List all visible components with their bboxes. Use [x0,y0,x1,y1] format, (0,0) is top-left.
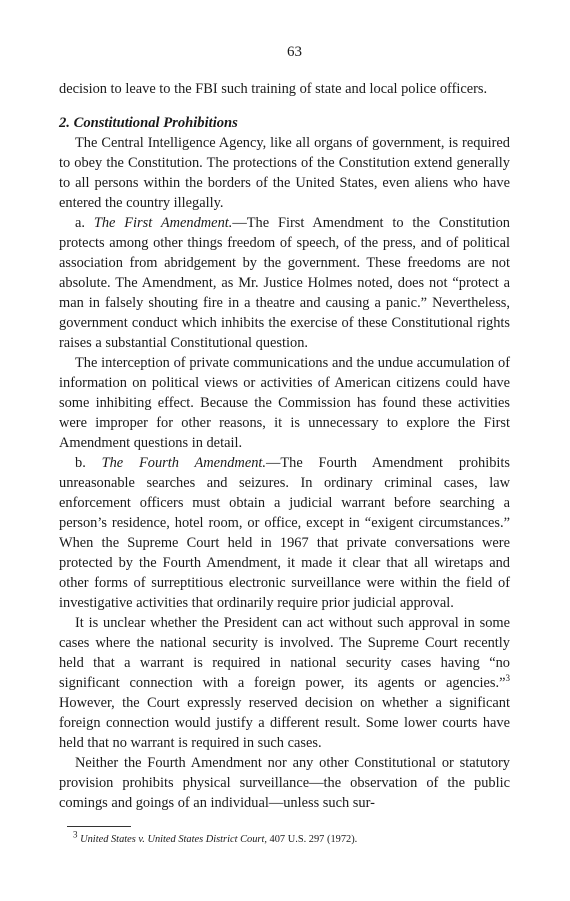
national-security-text-before: It is unclear whether the President can act without such approval in some cases where the national security is involved. The Supreme Court recently held that a warrant is required in national security cases having “no significant connection with a foreign power, its agents or agencies.” [59,615,510,691]
fourth-amendment-text: —The Fourth Amendment prohibits unreasonable searches and seizures. In ordinary criminal cases, law enforcement officers must obtain a judicial warrant before searching a person’s residence, hotel room, or office, except in “exigent circumstances.” When the Supreme Court held in 1967 that private conversations were protected by the Fourth Amendment, it made it clear that all wiretaps and other forms of surreptitious electronic surveillance were within the field of investigative activities that ordinarily require prior judicial approval. [59,455,511,611]
footnote [73,829,510,847]
first-amendment-title: The First Amendment. [93,215,233,231]
first-amendment-paragraph [59,213,510,353]
footnote-reference: 3 [505,673,510,684]
opening-paragraph: decision to leave to the FBI such training of state and local police officers. [59,81,488,97]
national-security-text-after: However, the Court expressly reserved decision on whether a significant foreign connection would justify a different result. Some lower courts have held that no warrant is required in such cases. [59,695,510,751]
fourth-amendment-title: The Fourth Amendment. [101,455,266,471]
first-amendment-text: —The First Amendment to the Constitution protects among other things freedom of speech, of the press, and of political association from abridgement by the government. These freedoms are not absolute. The Amendment, as Mr. Justice Holmes noted, does not “protect a man in falsely shouting fire in a theatre and causing a panic.” Nevertheless, government conduct which inhibits the exercise of these Constitutional rights raises a substantial Constitutional question. [59,215,510,351]
fourth-amendment-paragraph [59,453,510,613]
page-number: 63 [287,44,302,60]
footnote-case-name: United States v. United States District Court, [80,834,267,845]
first-amendment-marker: a. [75,215,85,231]
interception-paragraph: The interception of private communications and the undue accumulation of information on political views or activities of American citizens could have some inhibiting effect. Because the Commission has found these activities were improper for other reasons, it is unnecessary to explore the First Amendment questions in detail. [59,355,510,451]
physical-surveillance-paragraph: Neither the Fourth Amendment nor any other Constitutional or statutory provision prohibits physical surveillance—the observation of the public comings and goings of an individual—unless such sur- [59,755,510,811]
national-security-paragraph [59,613,510,753]
section-heading: 2. Constitutional Prohibitions [59,115,238,131]
intro-paragraph: The Central Intelligence Agency, like all organs of government, is required to obey the Constitution. The protections of the Constitution extend generally to all persons within the borders of the United States, even aliens who have entered the country illegally. [59,135,510,211]
document-page [59,44,510,847]
footnote-number: 3 [73,829,78,840]
footnote-citation: 407 U.S. 297 (1972). [266,834,358,845]
fourth-amendment-marker: b. [75,455,86,471]
footnote-divider [67,826,131,827]
